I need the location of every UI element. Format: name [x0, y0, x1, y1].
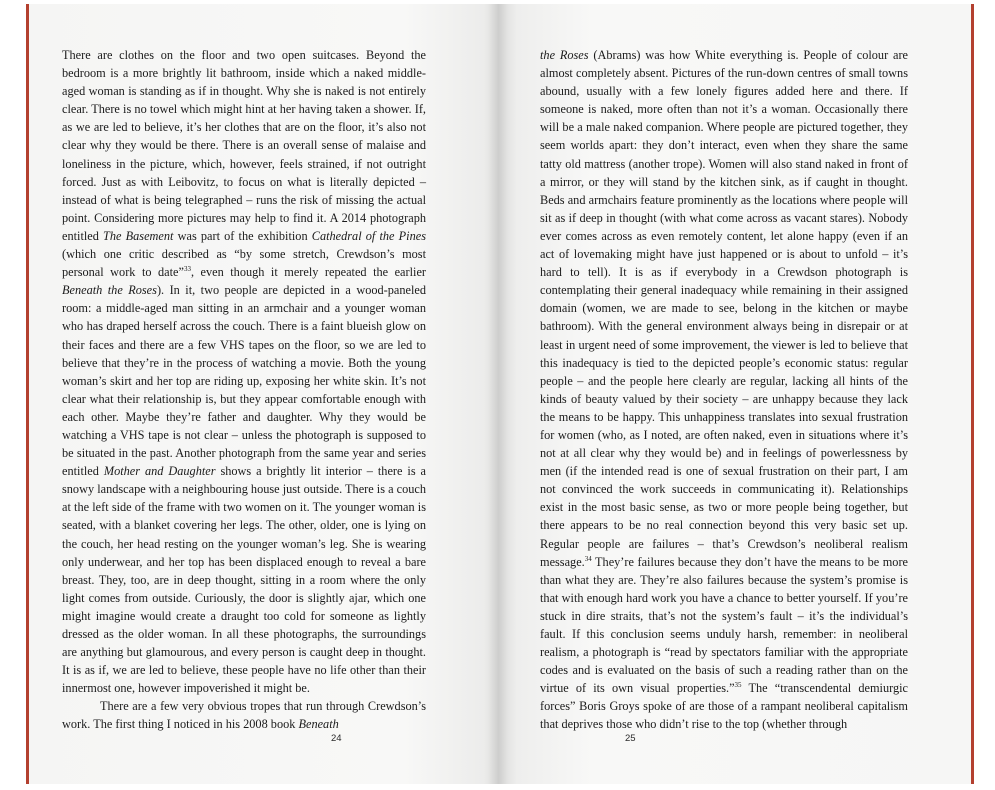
- right-page-body-text: [540, 46, 908, 734]
- right-page: [498, 4, 974, 784]
- footnote-ref: 33: [183, 265, 191, 274]
- text-run: (which one critic described as “by some stretch, Crewdson’s most personal work to date”: [62, 247, 426, 280]
- text-run: ). In it, two people are depicted in a wood-paneled room: a middle-aged man sitting in an armchair and a younger woman who has draped herself across the couch. There is a faint blueish glow on their faces and there are a few VHS tapes on the floor, so we are led to believe that they’re in the process of watching a movie. Both the young woman’s skirt and her top are riding up, exposing her white skin. It’s not clear what their relationship is, but they appear comfortable enough with each other. Maybe they’re father and daughter. Why they would be watching a VHS tape is not clear – unless the photograph is supposed to be situated in the past. Another photograph from the same year and series entitled: [62, 283, 426, 479]
- page-number: 24: [331, 733, 342, 744]
- italic-title: Beneath: [298, 717, 339, 732]
- text-run: , even though it merely repeated the earlier: [190, 265, 426, 280]
- italic-title: the Roses: [540, 48, 589, 62]
- text-run: The “transcendental demiurgic forces” Boris Groys spoke of are those of a rampant neoliberal capitalism that deprives those who didn’t rise to the top (whether through: [540, 681, 908, 732]
- italic-title: Beneath the Roses: [62, 283, 157, 298]
- page-number: 25: [625, 733, 636, 744]
- footnote-ref: 35: [734, 681, 742, 690]
- italic-title: Mother and Daughter: [103, 464, 216, 479]
- left-page: [26, 4, 498, 784]
- text-run: There are clothes on the floor and two open suitcases. Beyond the bedroom is a more brightly lit bathroom, inside which a naked middle-aged woman is standing as if in thought. Why she is naked is not entirely clear. There is no towel which might hint at her having taken a shower. If, as we are led to believe, it’s her clothes that are on the floor, it’s also not clear why they would be there. There is an overall sense of malaise and loneliness in the picture, which, however, feels strained, if not outright forced. Just as with Leibovitz, to focus on what is literally depicted – instead of what is being telegraphed – runs the risk of missing the actual point. Considering more pictures may help to find it. A 2014 photograph entitled: [62, 48, 426, 243]
- left-page-body-text: [62, 46, 426, 734]
- body-paragraph: [540, 46, 908, 734]
- text-run: was part of the exhibition: [173, 228, 312, 243]
- body-paragraph: [62, 46, 426, 697]
- text-run: shows a brightly lit interior – there is a snowy landscape with a neighbouring house just outside. There is a couch at the left side of the frame with two women on it. The younger woman is seated, with a blanket covering her legs. The other, older, one is lying on the couch, her head resting on the younger woman’s leg. She is wearing only underwear, and her top has been displaced enough to reveal a bare breast. They, too, are in deep thought, sitting in a room where the only light comes from outside. Curiously, the door is slightly ajar, which one might imagine would create a draught too cold for someone as lightly dressed as the older woman. In all these photographs, the surroundings are anything but glamourous, and every person is caught deep in thought. It is as if, we are led to believe, these people have no life other than their innermost one, however impoverished it might be.: [62, 464, 427, 696]
- italic-title: Cathedral of the Pines: [311, 228, 426, 243]
- italic-title: The Basement: [103, 228, 174, 243]
- footnote-ref: 34: [584, 554, 592, 563]
- text-run: (Abrams) was how White everything is. People of colour are almost completely absent. Pictures of the run-down centres of small towns abound, usually with a few lonely figures added here and there. If someone is naked, more often than not it’s a woman. Occasionally there will be a male naked companion. Where people are pictured together, they seem worlds apart: they don’t interact, even when they share the same tatty old mattress (another trope). Women will also stand naked in front of a mirror, or they will stand by the kitchen sink, as if caught in thought. Beds and armchairs feature prominently as the locations where people will sit as if deep in thought (with what come across as vacant stares). Nobody ever comes across as even remotely content, let alone happy (even if an act of lovemaking might have just happened or is about to unfold – it’s hard to tell). It is as if everybody in a Crewdson photograph is contemplating their general inadequacy while remaining in their assigned domain (women, we are made to see, belong in the kitchen or maybe bathroom). With the general environment always being in disrepair or at least in urgent need of some improvement, the viewer is led to believe that this inadequacy is tied to the depicted people’s economic status: regular people – and the people here clearly are regular, lacking all hints of the kinds of beauty valued by their society – are unhappy because they lack the means to be happy. This unhappiness translates into sexual frustration for women (who, as I noted, are often naked, even in situations where it’s not at all clear why they would be) and in feelings of powerlessness by men (if the intended read is one of sexual frustration on their part, I am not convinced the work succeeds in communicating it). Relationships exist in the most basic sense, as two or more people being together, but there appears to be no real connection beyond this very basic set up. Regular people are failures – that’s Crewdson’s neoliberal realism message.: [540, 48, 908, 569]
- text-run: There are a few very obvious tropes that run through Crewdson’s work. The first thing I noticed in his 2008 book: [62, 699, 426, 732]
- body-paragraph: [62, 697, 426, 733]
- text-run: They’re failures because they don’t have the means to be more than what they are. They’re also failures because the system’s promise is that with enough hard work you have a chance to better yourself. If you’re stuck in dire straits, that’s not the system’s fault – it’s the individual’s fault. If this conclusion seems unduly harsh, remember: in neoliberal realism, a photograph is “read by spectators familiar with the appropriate codes and is evaluated on the basis of such a reading rather than on the virtue of its own visual properties.”: [540, 554, 908, 696]
